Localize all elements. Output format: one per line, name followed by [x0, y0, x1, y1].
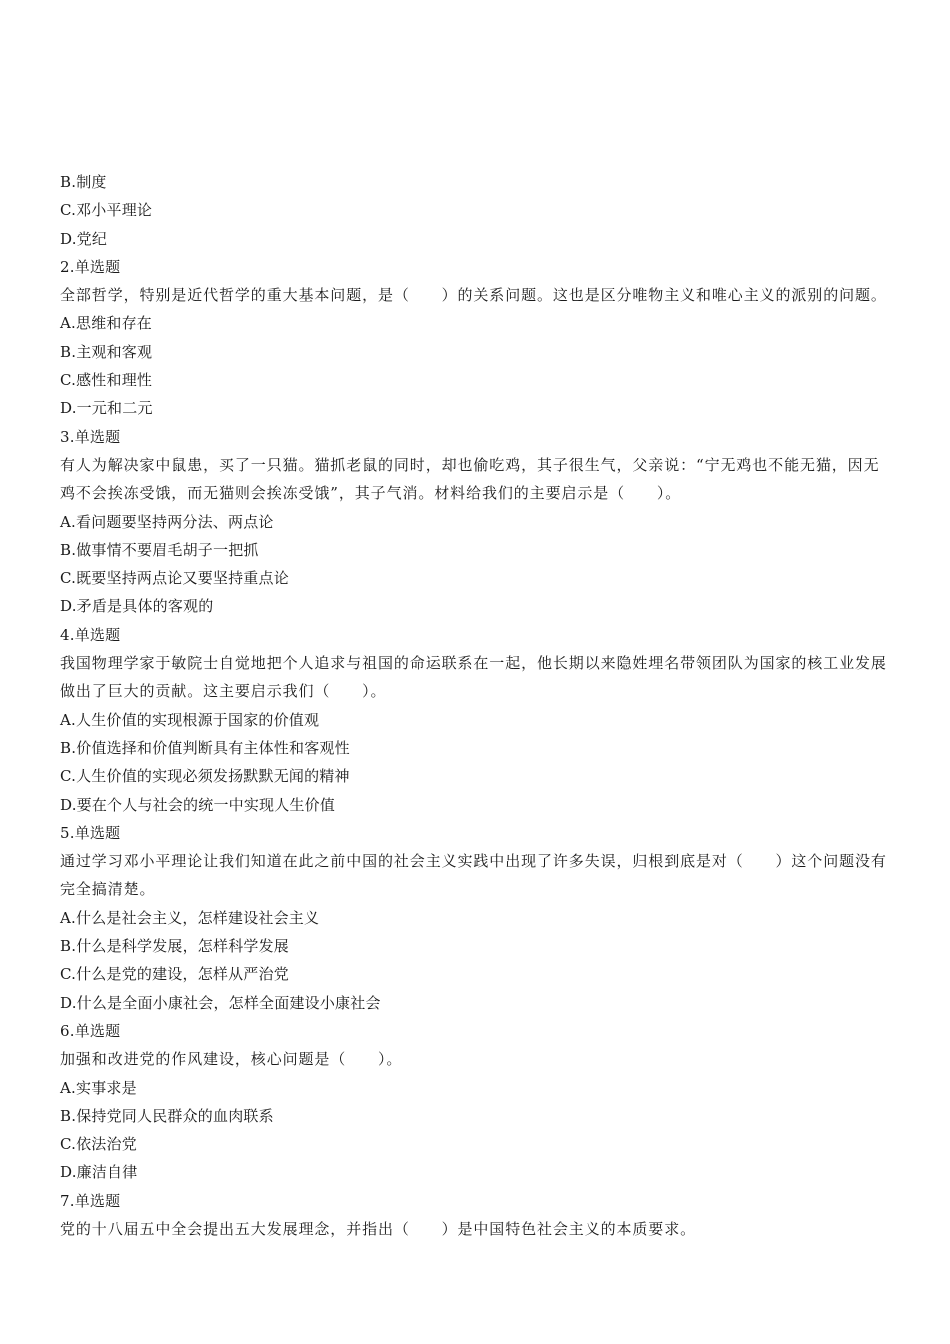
- question-block: [60, 1017, 890, 1187]
- option-item: A.实事求是: [60, 1078, 137, 1097]
- question-block: [60, 423, 890, 621]
- option-item: D.要在个人与社会的统一中实现人生价值: [60, 795, 336, 814]
- option-item: B.价值选择和价值判断具有主体性和客观性: [60, 738, 350, 757]
- option-item: A.思维和存在: [60, 314, 153, 333]
- question-header: 2.单选题: [60, 257, 121, 276]
- option-item: B.做事情不要眉毛胡子一把抓: [60, 540, 259, 559]
- question-header: 6.单选题: [60, 1021, 121, 1040]
- option-item: C.邓小平理论: [60, 201, 153, 220]
- question-header: 7.单选题: [60, 1191, 121, 1210]
- question-block: [60, 1187, 890, 1244]
- option-item: B.主观和客观: [60, 342, 153, 361]
- question-block: [60, 253, 890, 423]
- option-item: C.什么是党的建设，怎样从严治党: [60, 965, 289, 984]
- option-item: A.人生价值的实现根源于国家的价值观: [60, 710, 320, 729]
- question-list: [60, 168, 890, 1243]
- option-item: D.党纪: [60, 229, 108, 248]
- option-item: A.什么是社会主义，怎样建设社会主义: [60, 908, 320, 927]
- option-item: A.看问题要坚持两分法、两点论: [60, 512, 274, 531]
- option-item: C.既要坚持两点论又要坚持重点论: [60, 569, 289, 588]
- option-item: C.依法治党: [60, 1135, 137, 1154]
- question-stem: 加强和改进党的作风建设，核心问题是（ ）。: [60, 1050, 403, 1069]
- option-item: D.矛盾是具体的客观的: [60, 597, 214, 616]
- option-item: B.制度: [60, 173, 107, 191]
- option-item: B.保持党同人民群众的血肉联系: [60, 1106, 274, 1125]
- option-item: D.廉洁自律: [60, 1163, 138, 1182]
- question-stem: 通过学习邓小平理论让我们知道在此之前中国的社会主义实践中出现了许多失误，归根到底是对（ ）这个问题没有完全搞清楚。: [60, 852, 887, 899]
- question-stem: 全部哲学，特别是近代哲学的重大基本问题，是（ ）的关系问题。这也是区分唯物主义和唯心主义的派别的问题。: [60, 286, 887, 305]
- question-stem: 有人为解决家中鼠患，买了一只猫。猫抓老鼠的同时，却也偷吃鸡，其子很生气，父亲说：“宁无鸡也不能无猫，因无鸡不会挨冻受饿，而无猫则会挨冻受饿”，其子气消。材料给我们的主要启示是（ ）。: [60, 455, 880, 503]
- question-header: 4.单选题: [60, 625, 121, 644]
- question-stem: 我国物理学家于敏院士自觉地把个人追求与祖国的命运联系在一起，他长期以来隐姓埋名带领团队为国家的核工业发展做出了巨大的贡献。这主要启示我们（ ）。: [60, 654, 887, 701]
- question-header: 3.单选题: [60, 427, 121, 446]
- option-item: C.人生价值的实现必须发扬默默无闻的精神: [60, 767, 350, 786]
- question-header: 5.单选题: [60, 823, 121, 842]
- option-item: C.感性和理性: [60, 371, 153, 390]
- option-item: D.一元和二元: [60, 399, 153, 418]
- question-stem: 党的十八届五中全会提出五大发展理念，并指出（ ）是中国特色社会主义的本质要求。: [60, 1219, 697, 1238]
- option-item: D.什么是全面小康社会，怎样全面建设小康社会: [60, 993, 381, 1012]
- question-block: [60, 819, 890, 1017]
- option-item: B.什么是科学发展，怎样科学发展: [60, 937, 289, 956]
- question-block: [60, 621, 890, 819]
